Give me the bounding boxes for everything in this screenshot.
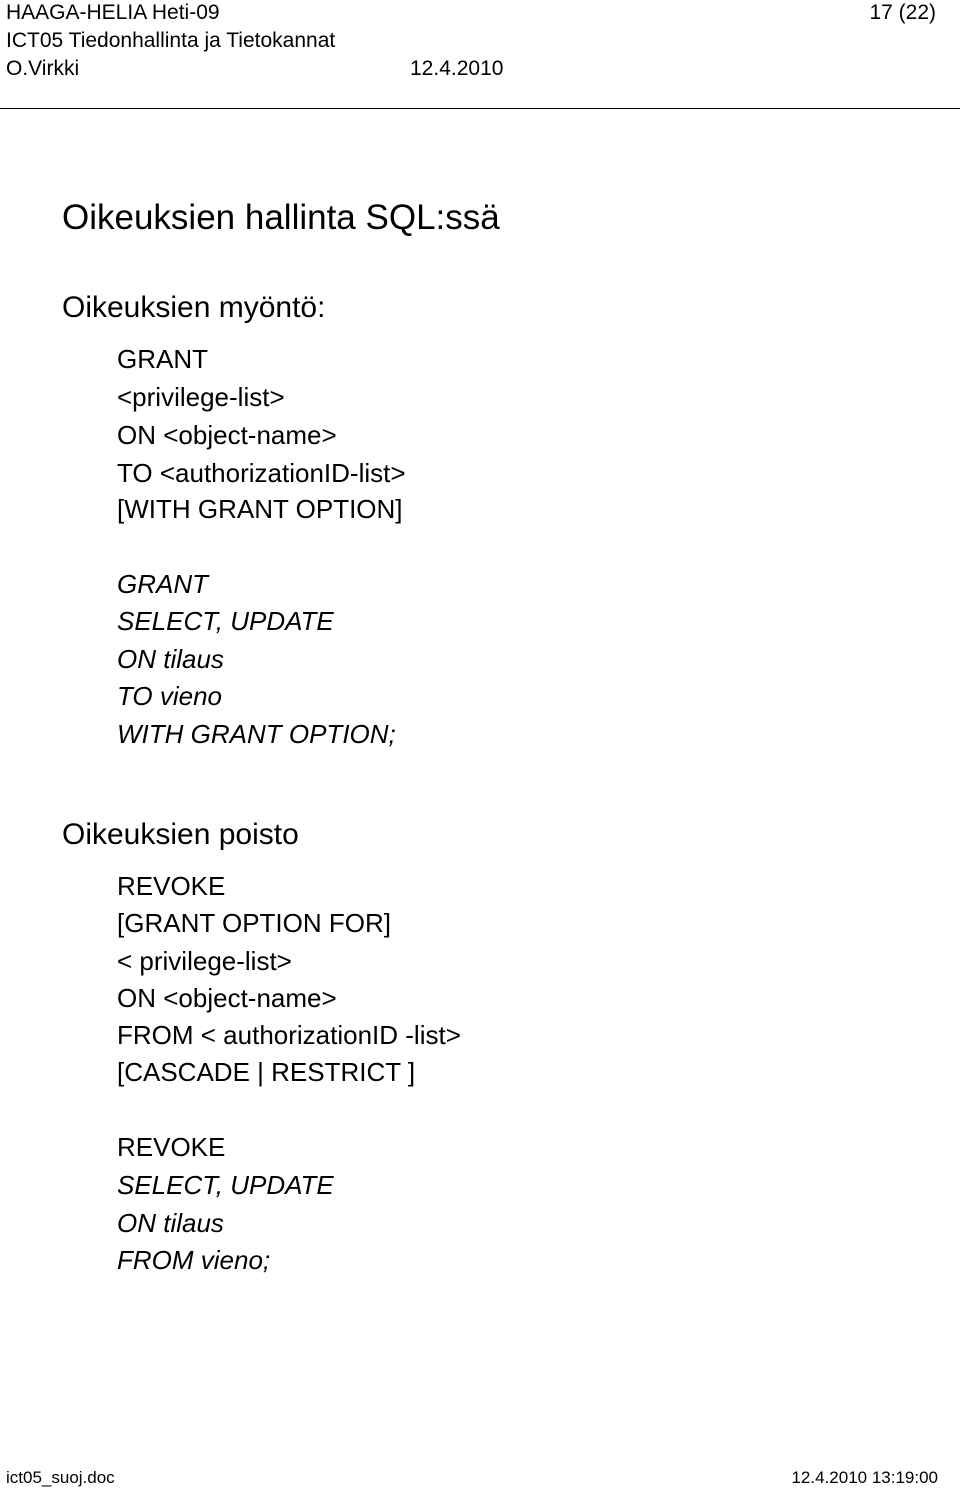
revoke-heading: Oikeuksien poisto [62, 818, 299, 851]
grant-syntax-line: TO <authorizationID-list> [117, 458, 406, 488]
revoke-example-line: REVOKE [117, 1132, 226, 1162]
grant-example-line: WITH GRANT OPTION; [117, 719, 396, 749]
revoke-syntax-line: < privilege-list> [117, 946, 292, 976]
footer-timestamp: 12.4.2010 13:19:00 [791, 1468, 938, 1487]
grant-example-line: SELECT, UPDATE [117, 606, 334, 636]
revoke-syntax-line: [GRANT OPTION FOR] [117, 908, 391, 938]
grant-example-line: GRANT [117, 569, 208, 599]
revoke-syntax-line: [CASCADE | RESTRICT ] [117, 1057, 416, 1087]
grant-example-line: TO vieno [117, 681, 223, 711]
page-number: 17 (22) [869, 1, 936, 24]
revoke-example-line: FROM vieno; [117, 1245, 271, 1275]
revoke-example-line: ON tilaus [117, 1208, 224, 1238]
footer-filename: ict05_suoj.doc [6, 1468, 115, 1487]
grant-heading: Oikeuksien myöntö: [62, 291, 326, 324]
grant-syntax-line: ON <object-name> [117, 420, 337, 450]
revoke-syntax-line: FROM < authorizationID -list> [117, 1020, 461, 1050]
header-date: 12.4.2010 [410, 57, 504, 80]
revoke-syntax-line: REVOKE [117, 871, 226, 901]
grant-example-line: ON tilaus [117, 644, 224, 674]
grant-syntax-line: GRANT [117, 344, 208, 374]
header-course: HAAGA-HELIA Heti-09 [6, 1, 220, 24]
page-title: Oikeuksien hallinta SQL:ssä [62, 198, 500, 237]
revoke-example-line: SELECT, UPDATE [117, 1170, 334, 1200]
header-subject: ICT05 Tiedonhallinta ja Tietokannat [6, 29, 336, 52]
header-divider [0, 108, 960, 109]
header-author: O.Virkki [6, 57, 80, 80]
revoke-syntax-line: ON <object-name> [117, 983, 337, 1013]
grant-syntax-line: [WITH GRANT OPTION] [117, 494, 403, 524]
grant-syntax-line: <privilege-list> [117, 382, 285, 412]
